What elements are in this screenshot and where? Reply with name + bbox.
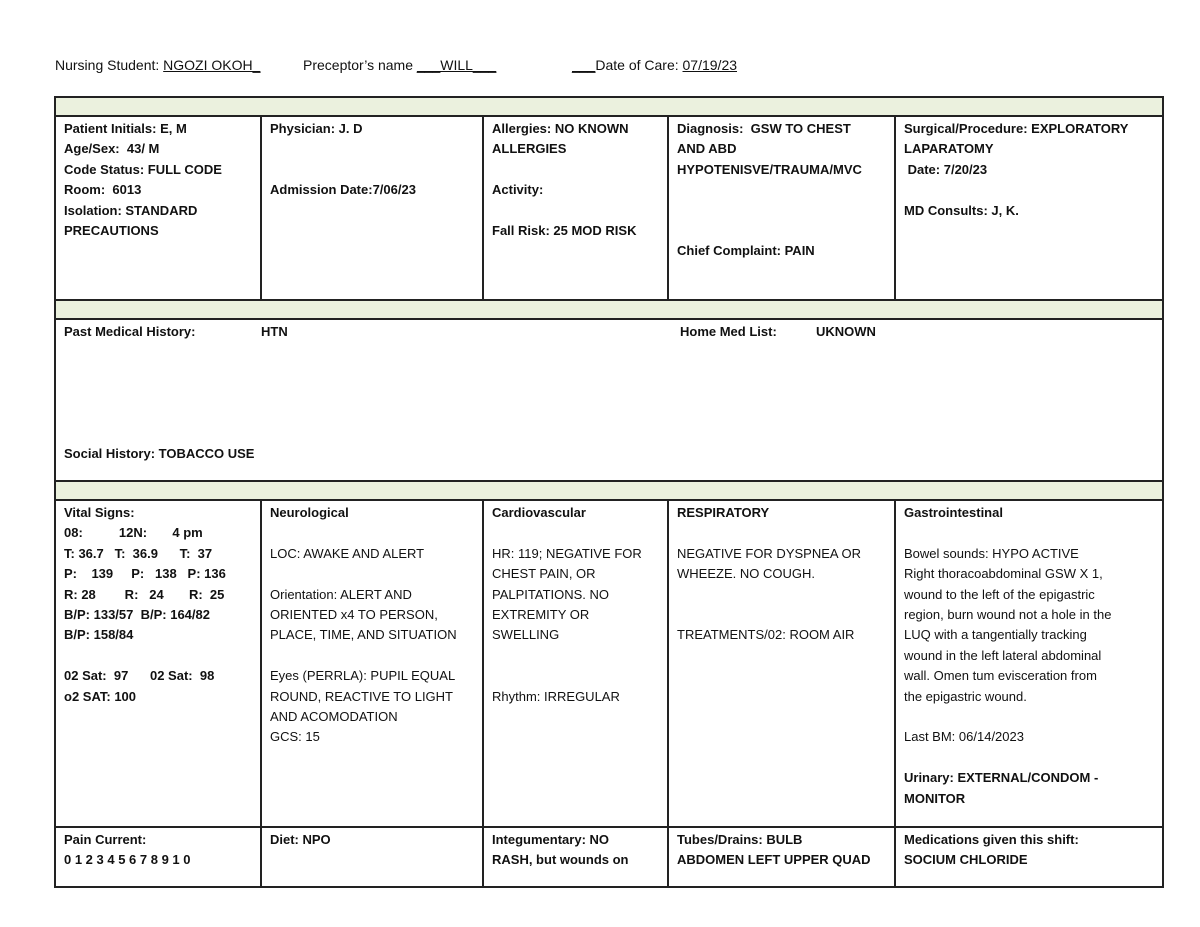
patient-cell: [55, 116, 261, 300]
allergies-line-2: ALLERGIES: [492, 141, 567, 157]
integumentary-line-2: RASH, but wounds on: [492, 852, 629, 868]
neuro-cell: [261, 500, 483, 827]
neuro-orientation-2: ORIENTED x4 TO PERSON,: [270, 607, 438, 622]
neuro-eyes-1: Eyes (PERRLA): PUPIL EQUAL: [270, 668, 456, 684]
gi-urinary-2: MONITOR: [904, 790, 966, 806]
cardio-line-4: EXTREMITY OR: [492, 607, 590, 623]
vitals-bp-1: B/P: 133/57 B/P: 164/82: [64, 607, 210, 623]
tubes-line-1: Tubes/Drains: BULB: [677, 832, 803, 847]
physician: Physician: J. D: [270, 121, 363, 136]
date-field: [572, 57, 737, 73]
resp-treatments: TREATMENTS/02: ROOM AIR: [677, 627, 855, 643]
patient-initials: Patient Initials: E, M: [64, 121, 187, 136]
diet-cell: [261, 827, 483, 887]
resp-title: RESPIRATORY: [677, 505, 770, 520]
surgical-cell: [895, 116, 1163, 300]
medications-cell: [895, 827, 1163, 887]
assessment-row: [55, 500, 1163, 827]
surgical-date: Date: 7/20/23: [904, 161, 988, 177]
physician-cell: [261, 116, 483, 300]
allergies-line-1: Allergies: NO KNOWN: [492, 121, 629, 136]
vitals-times: 08: 12N: 4 pm: [64, 525, 203, 541]
pmh-value: HTN: [261, 324, 288, 339]
vitals-title: Vital Signs:: [64, 505, 135, 520]
md-consults: MD Consults: J, K.: [904, 202, 1019, 218]
activity: Activity:: [492, 182, 544, 198]
gi-urinary-1: Urinary: EXTERNAL/CONDOM -: [904, 770, 1099, 786]
gi-line-4: LUQ with a tangentially tracking: [904, 627, 1087, 643]
patient-info-row: [55, 116, 1163, 300]
band-row: [55, 300, 1163, 319]
cardio-title: Cardiovascular: [492, 505, 586, 520]
integumentary-line-1: Integumentary: NO: [492, 832, 610, 847]
gi-bowel: Bowel sounds: HYPO ACTIVE: [904, 545, 1079, 561]
resp-cell: [668, 500, 895, 827]
neuro-eyes-3: AND ACOMODATION: [270, 709, 398, 725]
neuro-title: Neurological: [270, 505, 349, 520]
chief-complaint: Chief Complaint: PAIN: [677, 243, 815, 259]
preceptor-label: Preceptor’s name: [303, 57, 417, 73]
diagnosis-line-2: AND ABD: [677, 141, 737, 157]
resp-line-1: NEGATIVE FOR DYSPNEA OR: [677, 545, 861, 561]
diagnosis-line-1: Diagnosis: GSW TO CHEST: [677, 121, 851, 136]
isolation-line-2: PRECAUTIONS: [64, 223, 159, 239]
vitals-temp: T: 36.7 T: 36.9 T: 37: [64, 545, 213, 561]
gi-line-5: wound in the left lateral abdominal: [904, 647, 1102, 663]
vitals-resp: R: 28 R: 24 R: 25: [64, 586, 225, 602]
pmh-line: [64, 322, 1154, 342]
gi-line-6: wall. Omen tum evisceration from: [904, 668, 1097, 684]
cardio-cell: [483, 500, 668, 827]
vitals-o2-1: 02 Sat: 97 02 Sat: 98: [64, 668, 215, 684]
tubes-line-2: ABDOMEN LEFT UPPER QUAD: [677, 852, 871, 868]
gi-cell: [895, 500, 1163, 827]
home-med-value: UKNOWN: [816, 324, 876, 339]
neuro-loc: LOC: AWAKE AND ALERT: [270, 545, 425, 561]
vitals-o2-2: o2 SAT: 100: [64, 688, 137, 704]
vitals-bp-2: B/P: 158/84: [64, 627, 134, 643]
social-history: Social History: TOBACCO USE: [64, 446, 255, 461]
fall-risk: Fall Risk: 25 MOD RISK: [492, 223, 637, 238]
admission-date: Admission Date:7/06/23: [270, 182, 416, 198]
history-row: [55, 319, 1163, 481]
pain-scale: 0 1 2 3 4 5 6 7 8 9 1 0: [64, 852, 191, 868]
pain-label: Pain Current:: [64, 832, 147, 847]
neuro-orientation-1: Orientation: ALERT AND: [270, 586, 412, 602]
preceptor-name: ___WILL___: [416, 57, 497, 73]
cardio-rhythm: Rhythm: IRREGULAR: [492, 688, 620, 704]
preceptor-field: [303, 57, 496, 73]
pain-cell: [55, 827, 261, 887]
band-row: [55, 97, 1163, 116]
band-3: [55, 481, 1163, 500]
integumentary-cell: [483, 827, 668, 887]
student-field: [55, 57, 260, 73]
allergies-cell: [483, 116, 668, 300]
history-cell: [55, 319, 1163, 481]
vitals-cell: [55, 500, 261, 827]
neuro-gcs: GCS: 15: [270, 729, 320, 745]
band-2: [55, 300, 1163, 319]
diet: Diet: NPO: [270, 832, 331, 847]
age-sex: Age/Sex: 43/ M: [64, 141, 160, 157]
gi-line-3: region, burn wound not a hole in the: [904, 607, 1112, 623]
diagnosis-cell: [668, 116, 895, 300]
student-label: Nursing Student:: [55, 57, 164, 73]
cardio-line-2: CHEST PAIN, OR: [492, 566, 596, 582]
band-row: [55, 481, 1163, 500]
tubes-cell: [668, 827, 895, 887]
isolation-line-1: Isolation: STANDARD: [64, 202, 198, 218]
neuro-eyes-2: ROUND, REACTIVE TO LIGHT: [270, 688, 453, 704]
resp-line-2: WHEEZE. NO COUGH.: [677, 566, 815, 582]
date-prefix: ___: [572, 57, 596, 73]
vitals-pulse: P: 139 P: 138 P: 136: [64, 566, 226, 582]
gi-last-bm: Last BM: 06/14/2023: [904, 729, 1024, 745]
medications-line-2: SOCIUM CHLORIDE: [904, 852, 1028, 868]
home-med-label: Home Med List:: [680, 324, 777, 339]
date-value: 07/19/23: [682, 57, 738, 73]
cardio-line-3: PALPITATIONS. NO: [492, 586, 610, 602]
band-1: [55, 97, 1163, 116]
surgical-line-1: Surgical/Procedure: EXPLORATORY: [904, 121, 1129, 136]
bottom-row: [55, 827, 1163, 887]
pmh-label: Past Medical History:: [64, 324, 196, 339]
cardio-line-1: HR: 119; NEGATIVE FOR: [492, 545, 642, 561]
gi-line-1: Right thoracoabdominal GSW X 1,: [904, 566, 1103, 582]
room: Room: 6013: [64, 182, 142, 198]
gi-line-2: wound to the left of the epigastric: [904, 586, 1095, 602]
date-label: Date of Care:: [595, 57, 683, 73]
student-name: NGOZI OKOH_: [163, 57, 261, 73]
medications-line-1: Medications given this shift:: [904, 832, 1079, 847]
diagnosis-line-3: HYPOTENISVE/TRAUMA/MVC: [677, 161, 862, 177]
surgical-line-2: LAPARATOMY: [904, 141, 994, 157]
code-status: Code Status: FULL CODE: [64, 161, 222, 177]
neuro-orientation-3: PLACE, TIME, AND SITUATION: [270, 627, 457, 643]
care-plan-table: [54, 96, 1164, 888]
gi-title: Gastrointestinal: [904, 505, 1003, 520]
cardio-line-5: SWELLING: [492, 627, 560, 643]
gi-line-7: the epigastric wound.: [904, 688, 1027, 704]
